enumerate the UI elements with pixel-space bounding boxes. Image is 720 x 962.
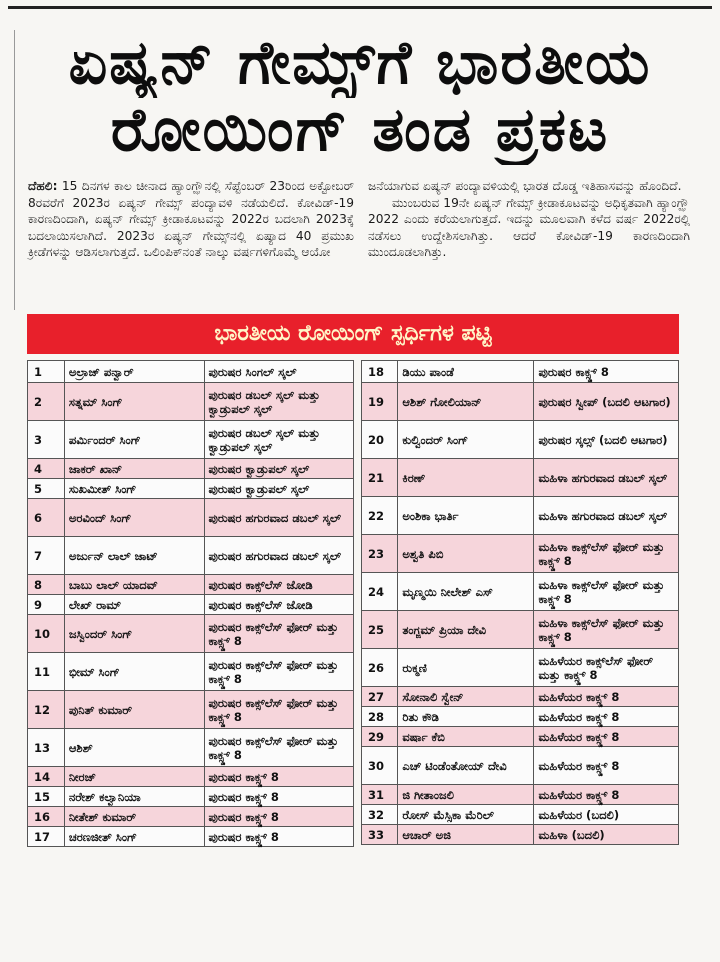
rower-number: 5 xyxy=(28,479,65,499)
rower-name: ಚರಣಜೀತ್ ಸಿಂಗ್ xyxy=(64,827,204,847)
article-right-paragraph-1: ಜನೆಯಾಗುವ ಏಷ್ಯನ್ ಪಂದ್ಯಾವಳಿಯಲ್ಲಿ ಭಾರತ ದೊಡ್ಡ ಇತಿಹಾಸವನ್ನು ಹೊಂದಿದೆ. xyxy=(368,179,682,193)
rower-number: 20 xyxy=(362,421,398,459)
headline-line-2: ರೋಯಿಂಗ್ ತಂಡ ಪ್ರಕಟ xyxy=(110,95,610,165)
rower-name: ನರೇಶ್ ಕಲ್ವಾನಿಯಾ xyxy=(64,787,204,807)
rower-event: ಮಹಿಳೆಯರ ಕಾಕ್ಸ್ಡ್ 8 xyxy=(534,687,679,707)
table-row xyxy=(28,575,354,595)
rower-name: ಲೇಖ್ ರಾಮ್ xyxy=(64,595,204,615)
rower-event: ಮಹಿಳಾ ಕಾಕ್ಸ್‌ಲೆಸ್ ಫೋರ್ ಮತ್ತು ಕಾಕ್ಸ್ಡ್ 8 xyxy=(534,573,679,611)
article-right-paragraph-2: ಮುಂಬರುವ 19ನೇ ಏಷ್ಯನ್ ಗೇಮ್ಸ್ ಕ್ರೀಡಾಕೂಟವನ್ನು ಅಧಿಕೃತವಾಗಿ ಹ್ಯಾಂಗ್ಝೌ 2022 ಎಂದು ಕರೆಯಲಾಗುತ್ತದೆ. ಇದನ್ನು ಮೂಲವಾಗಿ ಕಳೆದ ವರ್ಷ 2022ರಲ್ಲಿ ನಡೆಸಲು ಉದ್ದೇಶಿಸಲಾಗಿತ್ತು. ಆದರೆ ಕೋವಿಡ್-19 ಕಾರಣದಿಂದಾಗಿ ಮುಂದೂಡಲಾಗಿತ್ತು. xyxy=(368,195,690,259)
rower-number: 2 xyxy=(28,383,65,421)
table-row xyxy=(362,459,679,497)
table-row xyxy=(28,479,354,499)
rower-name: ವರ್ಷಾ ಕೆಬಿ xyxy=(398,727,534,747)
rower-number: 15 xyxy=(28,787,65,807)
rower-number: 13 xyxy=(28,729,65,767)
rower-name: ರುಕ್ಮಣಿ xyxy=(398,649,534,687)
table-row xyxy=(362,649,679,687)
rower-number: 6 xyxy=(28,499,65,537)
rower-number: 3 xyxy=(28,421,65,459)
table-row xyxy=(362,535,679,573)
table-row xyxy=(28,499,354,537)
rower-name: ನೀರಜ್ xyxy=(64,767,204,787)
rower-event: ಪುರುಷರ ಕಾಕ್ಸ್‌ಲೆಸ್ ಫೋರ್ ಮತ್ತು ಕಾಕ್ಸ್ಡ್ 8 xyxy=(204,653,353,691)
table-row xyxy=(28,807,354,827)
rower-name: ಅರ್ಜುನ್ ಲಾಲ್ ಜಾಟ್ xyxy=(64,537,204,575)
rower-number: 27 xyxy=(362,687,398,707)
table-row xyxy=(28,595,354,615)
rower-number: 9 xyxy=(28,595,65,615)
rower-name: ಪರ್ಮಿಂದರ್ ಸಿಂಗ್ xyxy=(64,421,204,459)
rower-number: 16 xyxy=(28,807,65,827)
rower-event: ಪುರುಷರ ಕಾಕ್ಸ್ಡ್ 8 xyxy=(534,361,679,383)
rower-name: ಡಿಯು ಪಾಂಡೆ xyxy=(398,361,534,383)
rower-event: ಮಹಿಳೆಯರ ಕಾಕ್ಸ್ಡ್ 8 xyxy=(534,727,679,747)
rower-name: ಅಂಶಿಕಾ ಭಾರ್ತಿ xyxy=(398,497,534,535)
table-row xyxy=(28,537,354,575)
table-row xyxy=(362,687,679,707)
rower-name: ಕಿರಣ್ xyxy=(398,459,534,497)
table-row xyxy=(28,691,354,729)
rower-number: 1 xyxy=(28,361,65,383)
rower-number: 8 xyxy=(28,575,65,595)
article-right-column xyxy=(368,178,690,261)
rower-name: ಅಲ್ರಾಜ್ ಪನ್ವಾರ್ xyxy=(64,361,204,383)
rower-event: ಮಹಿಳೆಯರ ಕಾಕ್ಸ್‌ಲೆಸ್ ಫೋರ್ ಮತ್ತು ಕಾಕ್ಸ್ಡ್ 8 xyxy=(534,649,679,687)
rower-name: ನೀತೇಶ್ ಕುಮಾರ್ xyxy=(64,807,204,827)
rower-event: ಪುರುಷರ ಸ್ವೀಪ್ (ಬದಲಿ ಆಟಗಾರ) xyxy=(534,383,679,421)
rower-number: 7 xyxy=(28,537,65,575)
dateline: ದೆಹಲಿ: xyxy=(28,179,58,193)
rowers-table-right xyxy=(361,360,679,845)
rower-event: ಮಹಿಳಾ ಹಗುರವಾದ ಡಬಲ್ ಸ್ಕಲ್ xyxy=(534,459,679,497)
rower-number: 24 xyxy=(362,573,398,611)
rower-name: ಜಿ ಗೀತಾಂಜಲಿ xyxy=(398,785,534,805)
rower-name: ಅಶ್ವತಿ ಪಿಬಿ xyxy=(398,535,534,573)
rower-name: ಜಾಕರ್ ಖಾನ್ xyxy=(64,459,204,479)
table-row xyxy=(362,707,679,727)
rower-name: ರಿತು ಕೌಡಿ xyxy=(398,707,534,727)
table-row xyxy=(362,747,679,785)
table-row xyxy=(362,573,679,611)
rower-number: 10 xyxy=(28,615,65,653)
rower-number: 33 xyxy=(362,825,398,845)
rower-event: ಪುರುಷರ ಕಾಕ್ಸ್‌ಲೆಸ್ ಫೋರ್ ಮತ್ತು ಕಾಕ್ಸ್ಡ್ 8 xyxy=(204,615,353,653)
rower-number: 31 xyxy=(362,785,398,805)
rower-event: ಮಹಿಳಾ ಕಾಕ್ಸ್‌ಲೆಸ್ ಫೋರ್ ಮತ್ತು ಕಾಕ್ಸ್ಡ್ 8 xyxy=(534,535,679,573)
top-rule xyxy=(8,6,712,9)
rower-name: ಸೋನಾಲಿ ಸ್ವೇನ್ xyxy=(398,687,534,707)
rower-name: ಆಚಾರ್ ಅಜಿ xyxy=(398,825,534,845)
table-row xyxy=(362,361,679,383)
rower-name: ಆಶಿಶ್ xyxy=(64,729,204,767)
rower-number: 19 xyxy=(362,383,398,421)
rower-event: ಪುರುಷರ ಕ್ವಾಡ್ರುಪಲ್ ಸ್ಕಲ್ xyxy=(204,479,353,499)
rower-name: ಎಚ್ ಟಿಂಡೆಂತೋಯ್ ದೇವಿ xyxy=(398,747,534,785)
table-row xyxy=(362,785,679,805)
rower-name: ಸತ್ನಮ್ ಸಿಂಗ್ xyxy=(64,383,204,421)
table-row xyxy=(28,383,354,421)
rower-name: ಜಸ್ವಿಂದರ್ ಸಿಂಗ್ xyxy=(64,615,204,653)
table-row xyxy=(362,825,679,845)
rower-name: ರೋಸ್ ಮೆಸ್ಸಿಕಾ ಮೆರಿಲ್ xyxy=(398,805,534,825)
rower-event: ಪುರುಷರ ಹಗುರವಾದ ಡಬಲ್ ಸ್ಕಲ್ xyxy=(204,537,353,575)
rower-number: 4 xyxy=(28,459,65,479)
rower-event: ಮಹಿಳೆಯರ (ಬದಲಿ) xyxy=(534,805,679,825)
rower-name: ಆಶಿಶ್ ಗೋಲಿಯಾನ್ xyxy=(398,383,534,421)
rower-event: ಪುರುಷರ ಕಾಕ್ಸ್ಡ್ 8 xyxy=(204,767,353,787)
rower-number: 11 xyxy=(28,653,65,691)
table-row xyxy=(362,383,679,421)
rower-event: ಮಹಿಳೆಯರ ಕಾಕ್ಸ್ಡ್ 8 xyxy=(534,707,679,727)
rower-number: 23 xyxy=(362,535,398,573)
table-row xyxy=(362,421,679,459)
rower-event: ಮಹಿಳೆಯರ ಕಾಕ್ಸ್ಡ್ 8 xyxy=(534,785,679,805)
rower-event: ಪುರುಷರ ಹಗುರವಾದ ಡಬಲ್ ಸ್ಕಲ್ xyxy=(204,499,353,537)
article-left-column xyxy=(28,178,354,261)
table-row xyxy=(28,787,354,807)
rowers-table-left xyxy=(27,360,354,847)
rower-event: ಪುರುಷರ ಕಾಕ್ಸ್‌ಲೆಸ್ ಫೋರ್ ಮತ್ತು ಕಾಕ್ಸ್ಡ್ 8 xyxy=(204,729,353,767)
table-row xyxy=(28,653,354,691)
rower-name: ಪುನಿತ್ ಕುಮಾರ್ xyxy=(64,691,204,729)
rower-number: 32 xyxy=(362,805,398,825)
rower-number: 18 xyxy=(362,361,398,383)
rower-number: 28 xyxy=(362,707,398,727)
rower-name: ಭೀಮ್ ಸಿಂಗ್ xyxy=(64,653,204,691)
table-row xyxy=(362,805,679,825)
rower-number: 12 xyxy=(28,691,65,729)
rower-event: ಪುರುಷರ ಸಿಂಗಲ್ ಸ್ಕಲ್ xyxy=(204,361,353,383)
rower-name: ತಂಗ್ಜಮ್ ಪ್ರಿಯಾ ದೇವಿ xyxy=(398,611,534,649)
rower-number: 30 xyxy=(362,747,398,785)
rower-number: 29 xyxy=(362,727,398,747)
table-row xyxy=(28,421,354,459)
rower-event: ಪುರುಷರ ಸ್ಕಲ್ಸ್ (ಬದಲಿ ಆಟಗಾರ) xyxy=(534,421,679,459)
rower-event: ಪುರುಷರ ಕಾಕ್ಸ್‌ಲೆಸ್ ಫೋರ್ ಮತ್ತು ಕಾಕ್ಸ್ಡ್ 8 xyxy=(204,691,353,729)
table-row xyxy=(362,497,679,535)
rower-event: ಪುರುಷರ ಡಬಲ್ ಸ್ಕಲ್ ಮತ್ತು ಕ್ವಾಡ್ರುಪಲ್ ಸ್ಕಲ್ xyxy=(204,383,353,421)
headline-line-1: ಏಷ್ಯನ್ ಗೇಮ್ಸ್‌ಗೆ ಭಾರತೀಯ xyxy=(68,28,652,98)
table-row xyxy=(28,729,354,767)
article-left-text: 15 ದಿನಗಳ ಕಾಲ ಚೀನಾದ ಹ್ಯಾಂಗ್ಝೌನಲ್ಲಿ ಸೆಪ್ಟೆಂಬರ್ 23ರಿಂದ ಅಕ್ಟೋಬರ್ 8ರವರೆಗೆ 2023ರ ಏಷ್ಯನ್ ಗೇಮ್ಸ್ ಪಂದ್ಯಾವಳಿ ನಡೆಯಲಿದೆ. ಕೋವಿಡ್-19 ಕಾರಣದಿಂದಾಗಿ, ಏಷ್ಯನ್ ಗೇಮ್ಸ್ ಕ್ರೀಡಾಕೂಟವನ್ನು 2022ರ ಬದಲಾಗಿ 2023ಕ್ಕೆ ಬದಲಾಯಿಸಲಾಗಿದೆ. 2023ರ ಏಷ್ಯನ್ ಗೇಮ್ಸ್‌ನಲ್ಲಿ ಏಷ್ಯಾದ 40 ಪ್ರಮುಖ ಕ್ರೀಡೆಗಳನ್ನು ಆಡಿಸಲಾಗುತ್ತದೆ. ಒಲಿಂಪಿಕ್‌ನಂತೆ ನಾಲ್ಕು ವರ್ಷಗಳಿಗೊಮ್ಮೆ ಆಯೋ xyxy=(28,179,355,259)
rower-event: ಪುರುಷರ ಕಾಕ್ಸ್‌ಲೆಸ್ ಜೋಡಿ xyxy=(204,595,353,615)
list-banner: ಭಾರತೀಯ ರೋಯಿಂಗ್ ಸ್ಪರ್ಧಿಗಳ ಪಟ್ಟಿ xyxy=(27,314,679,354)
rower-event: ಮಹಿಳೆಯರ ಕಾಕ್ಸ್ಡ್ 8 xyxy=(534,747,679,785)
rower-event: ಪುರುಷರ ಕ್ವಾಡ್ರುಪಲ್ ಸ್ಕಲ್ xyxy=(204,459,353,479)
rower-event: ಪುರುಷರ ಕಾಕ್ಸ್ಡ್ 8 xyxy=(204,827,353,847)
rower-name: ಅರವಿಂದ್ ಸಿಂಗ್ xyxy=(64,499,204,537)
table-row xyxy=(28,459,354,479)
table-row xyxy=(362,611,679,649)
rower-number: 14 xyxy=(28,767,65,787)
rower-number: 26 xyxy=(362,649,398,687)
rower-event: ಪುರುಷರ ಕಾಕ್ಸ್‌ಲೆಸ್ ಜೋಡಿ xyxy=(204,575,353,595)
rower-event: ಮಹಿಳಾ (ಬದಲಿ) xyxy=(534,825,679,845)
table-row xyxy=(28,361,354,383)
rower-name: ಸುಖಮೀತ್ ಸಿಂಗ್ xyxy=(64,479,204,499)
table-row xyxy=(28,615,354,653)
table-row xyxy=(28,767,354,787)
rower-event: ಪುರುಷರ ಕಾಕ್ಸ್ಡ್ 8 xyxy=(204,807,353,827)
rower-event: ಮಹಿಳಾ ಹಗುರವಾದ ಡಬಲ್ ಸ್ಕಲ್ xyxy=(534,497,679,535)
rower-name: ಬಾಬು ಲಾಲ್ ಯಾದವ್ xyxy=(64,575,204,595)
table-row xyxy=(28,827,354,847)
table-row xyxy=(362,727,679,747)
column-rule xyxy=(14,30,15,310)
rower-name: ಕುಲ್ವಿಂದರ್ ಸಿಂಗ್ xyxy=(398,421,534,459)
rower-number: 22 xyxy=(362,497,398,535)
rower-event: ಪುರುಷರ ಕಾಕ್ಸ್ಡ್ 8 xyxy=(204,787,353,807)
rower-event: ಮಹಿಳಾ ಕಾಕ್ಸ್‌ಲೆಸ್ ಫೋರ್ ಮತ್ತು ಕಾಕ್ಸ್ಡ್ 8 xyxy=(534,611,679,649)
rower-number: 25 xyxy=(362,611,398,649)
rower-number: 17 xyxy=(28,827,65,847)
rower-event: ಪುರುಷರ ಡಬಲ್ ಸ್ಕಲ್ ಮತ್ತು ಕ್ವಾಡ್ರುಪಲ್ ಸ್ಕಲ್ xyxy=(204,421,353,459)
rower-name: ಮೃಣ್ಮಯಿ ನೀಲೇಶ್ ಎಸ್ xyxy=(398,573,534,611)
rower-number: 21 xyxy=(362,459,398,497)
